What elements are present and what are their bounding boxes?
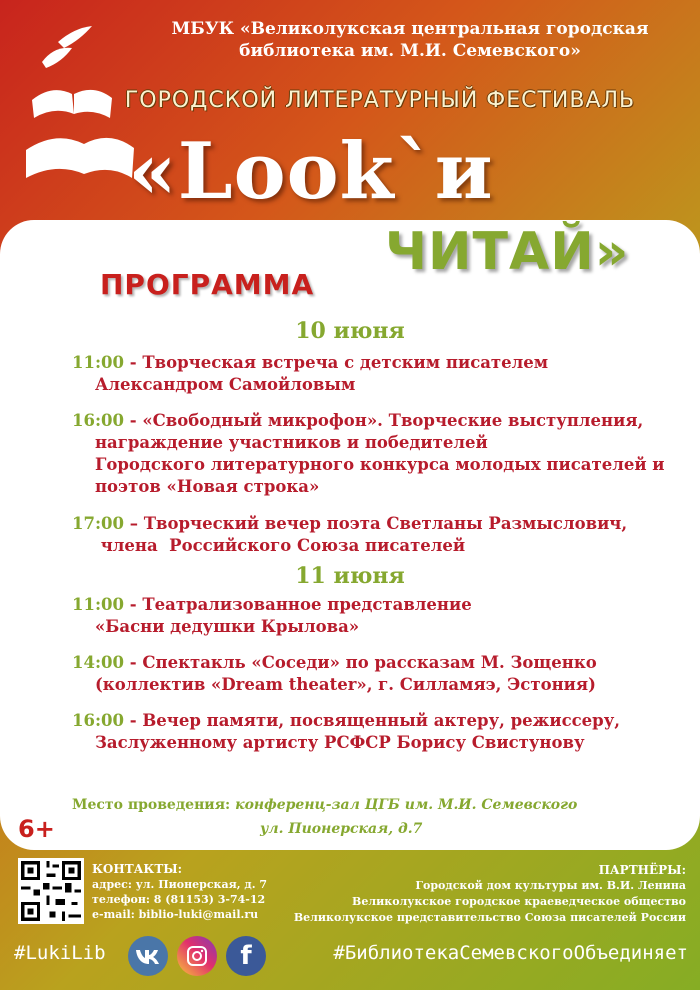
event-item — [72, 652, 692, 696]
partner-item: Великолукское представительство Союза писателей России — [293, 911, 686, 924]
instagram-icon[interactable] — [177, 936, 217, 976]
event-item — [72, 352, 692, 396]
event-separator: - — [124, 353, 143, 372]
event-time: 11:00 — [72, 595, 125, 614]
festival-title-part-2: ЧИТАЙ» — [385, 222, 630, 282]
organization-line-2: библиотека им. М.И. Семевского» — [239, 41, 581, 61]
event-time: 17:00 — [72, 514, 125, 533]
event-separator: - — [124, 595, 143, 614]
partners-block — [294, 862, 686, 926]
qr-code-icon[interactable] — [18, 858, 84, 924]
event-separator: – — [124, 514, 144, 533]
event-item — [72, 710, 692, 754]
event-description: Творческая встреча с детским писателем — [142, 353, 549, 372]
event-description: Театрализованное представление — [142, 595, 472, 614]
event-description-line: поэтов «Новая строка» — [72, 477, 320, 496]
organization-name — [150, 18, 670, 62]
event-first-line — [72, 652, 692, 674]
venue-hall: конференц-зал ЦГБ им. М.И. Семевского — [235, 797, 578, 813]
event-separator: - — [124, 411, 143, 430]
facebook-icon[interactable]: f — [226, 936, 266, 976]
event-description-line: Городского литературного конкурса молодых писателей и — [72, 455, 665, 474]
contacts-address: адрес: ул. Пионерская, д. 7 — [92, 878, 268, 891]
age-rating-badge: 6+ — [18, 815, 55, 843]
event-time: 11:00 — [72, 353, 125, 372]
event-first-line — [72, 410, 692, 432]
venue — [72, 793, 632, 841]
event-item — [72, 513, 692, 557]
event-description-line: (коллектив «Dream theater», г. Силламяэ, Эстония) — [72, 675, 596, 694]
event-first-line — [72, 513, 692, 535]
festival-subtitle: ГОРОДСКОЙ ЛИТЕРАТУРНЫЙ ФЕСТИВАЛЬ — [124, 88, 636, 113]
event-description-line: «Басни дедушки Крылова» — [72, 617, 360, 636]
event-separator: - — [124, 653, 143, 672]
contacts-block — [92, 862, 267, 922]
event-time: 16:00 — [72, 711, 125, 730]
event-first-line — [72, 710, 692, 732]
event-description-line: награждение участников и победителей — [72, 433, 488, 452]
day-date: 10 июня — [295, 318, 405, 344]
event-description: «Свободный микрофон». Творческие выступления, — [142, 411, 644, 430]
partner-item: Городской дом культуры им. В.И. Ленина — [415, 879, 686, 892]
event-time: 14:00 — [72, 653, 125, 672]
event-item — [72, 410, 692, 498]
day-date: 11 июня — [295, 563, 405, 589]
hashtag-lukilib[interactable]: #LukiLib — [14, 942, 106, 964]
event-description-line: члена Российского Союза писателей — [72, 536, 466, 555]
event-description-line: Заслуженному артисту РСФСР Борису Свистунову — [72, 733, 585, 752]
event-first-line — [72, 352, 692, 374]
event-item — [72, 594, 692, 638]
contacts-email[interactable]: e-mail: biblio-luki@mail.ru — [92, 908, 259, 921]
festival-title-part-1: «Look`и — [128, 126, 494, 217]
program-heading: ПРОГРАММА — [100, 268, 315, 301]
contacts-phone[interactable]: телефон: 8 (81153) 3-74-12 — [92, 893, 266, 906]
event-description-line: Александром Самойловым — [72, 375, 356, 394]
event-description: Творческий вечер поэта Светланы Размыслович, — [143, 514, 628, 533]
hashtag-biblioteka[interactable]: #БиблиотекаСемевскогоОбъединяет — [333, 942, 688, 964]
event-description: Вечер памяти, посвященный актеру, режиссеру, — [142, 711, 620, 730]
vk-icon[interactable] — [128, 936, 168, 976]
event-description: Спектакль «Соседи» по рассказам М. Зощенко — [142, 653, 597, 672]
partners-heading: ПАРТНЁРЫ: — [598, 863, 686, 877]
event-time: 16:00 — [72, 411, 125, 430]
venue-address: ул. Пионерская, д.7 — [260, 821, 423, 837]
organization-line-1: МБУК «Великолукская центральная городская — [171, 19, 649, 39]
contacts-heading: КОНТАКТЫ: — [92, 862, 183, 876]
venue-label: Место проведения: — [72, 797, 231, 813]
event-first-line — [72, 594, 692, 616]
event-separator: - — [124, 711, 143, 730]
partner-item: Великолукское городское краеведческое общество — [352, 895, 686, 908]
